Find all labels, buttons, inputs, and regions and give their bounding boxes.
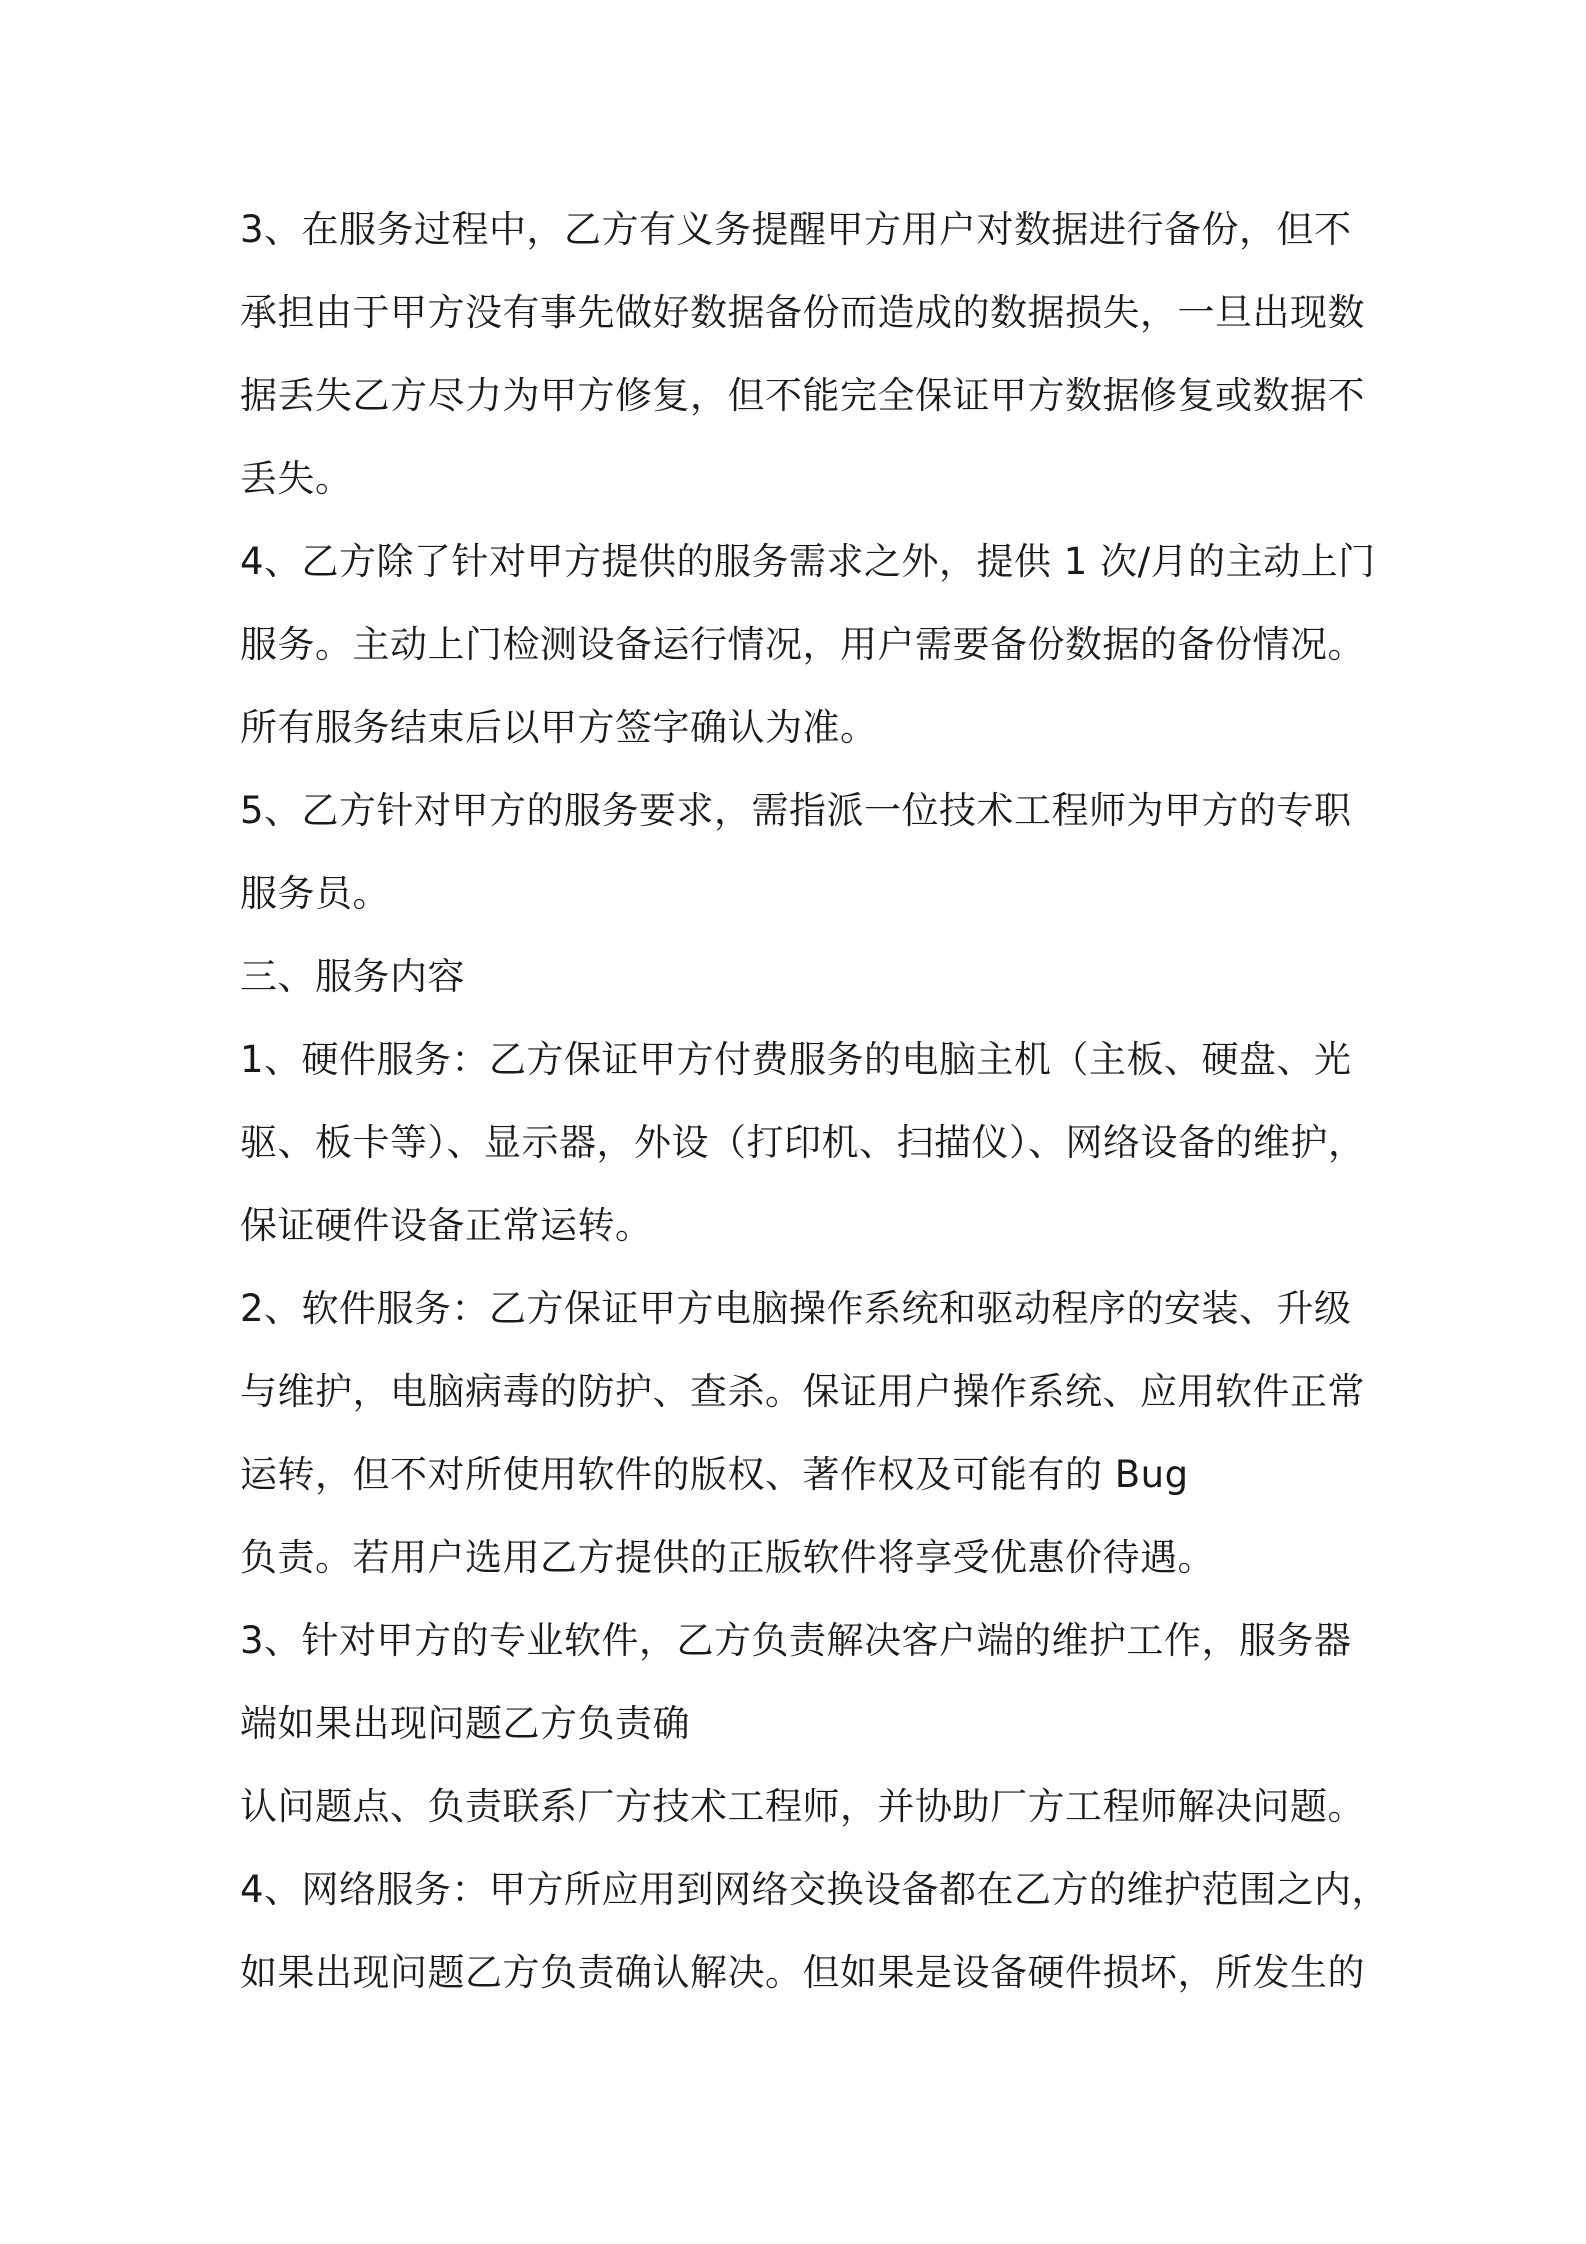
text-line: 运转，但不对所使用软件的版权、著作权及可能有的 Bug (240, 1453, 1189, 1496)
text-line: 4、网络服务：甲方所应用到网络交换设备都在乙方的维护范围之内， (240, 1868, 1390, 1911)
text-line: 1、硬件服务：乙方保证甲方付费服务的电脑主机（主板、硬盘、光 (240, 1038, 1352, 1081)
text-line: 服务员。 (240, 872, 390, 915)
text-line: 3、针对甲方的专业软件，乙方负责解决客户端的维护工作，服务器 (240, 1619, 1352, 1662)
text-line: 2、软件服务：乙方保证甲方电脑操作系统和驱动程序的安装、升级 (240, 1287, 1352, 1330)
text-line: 与维护，电脑病毒的防护、查杀。保证用户操作系统、应用软件正常 (240, 1370, 1365, 1413)
text-line: 负责。若用户选用乙方提供的正版软件将享受优惠价待遇。 (240, 1536, 1215, 1579)
text-line: 据丢失乙方尽力为甲方修复，但不能完全保证甲方数据修复或数据不 (240, 374, 1365, 417)
text-line: 驱、板卡等）、显示器，外设（打印机、扫描仪）、网络设备的维护， (240, 1121, 1366, 1164)
text-line: 端如果出现问题乙方负责确 (240, 1702, 690, 1745)
text-line: 承担由于甲方没有事先做好数据备份而造成的数据损失，一旦出现数 (240, 291, 1365, 334)
text-line: 认问题点、负责联系厂方技术工程师，并协助厂方工程师解决问题。 (240, 1785, 1365, 1828)
text-line: 4、乙方除了针对甲方提供的服务需求之外，提供 1 次/月的主动上门 (240, 540, 1376, 583)
text-line: 3、在服务过程中，乙方有义务提醒甲方用户对数据进行备份，但不 (240, 208, 1352, 251)
text-line: 所有服务结束后以甲方签字确认为准。 (240, 706, 878, 749)
section-heading: 三、服务内容 (240, 955, 465, 998)
text-line: 服务。主动上门检测设备运行情况，用户需要备份数据的备份情况。 (240, 623, 1365, 666)
text-line: 丢失。 (240, 457, 353, 500)
document-body (240, 188, 1390, 2014)
text-line: 如果出现问题乙方负责确认解决。但如果是设备硬件损坏，所发生的 (240, 1951, 1365, 1994)
text-line: 保证硬件设备正常运转。 (240, 1204, 653, 1247)
text-line: 5、乙方针对甲方的服务要求，需指派一位技术工程师为甲方的专职 (240, 789, 1352, 832)
